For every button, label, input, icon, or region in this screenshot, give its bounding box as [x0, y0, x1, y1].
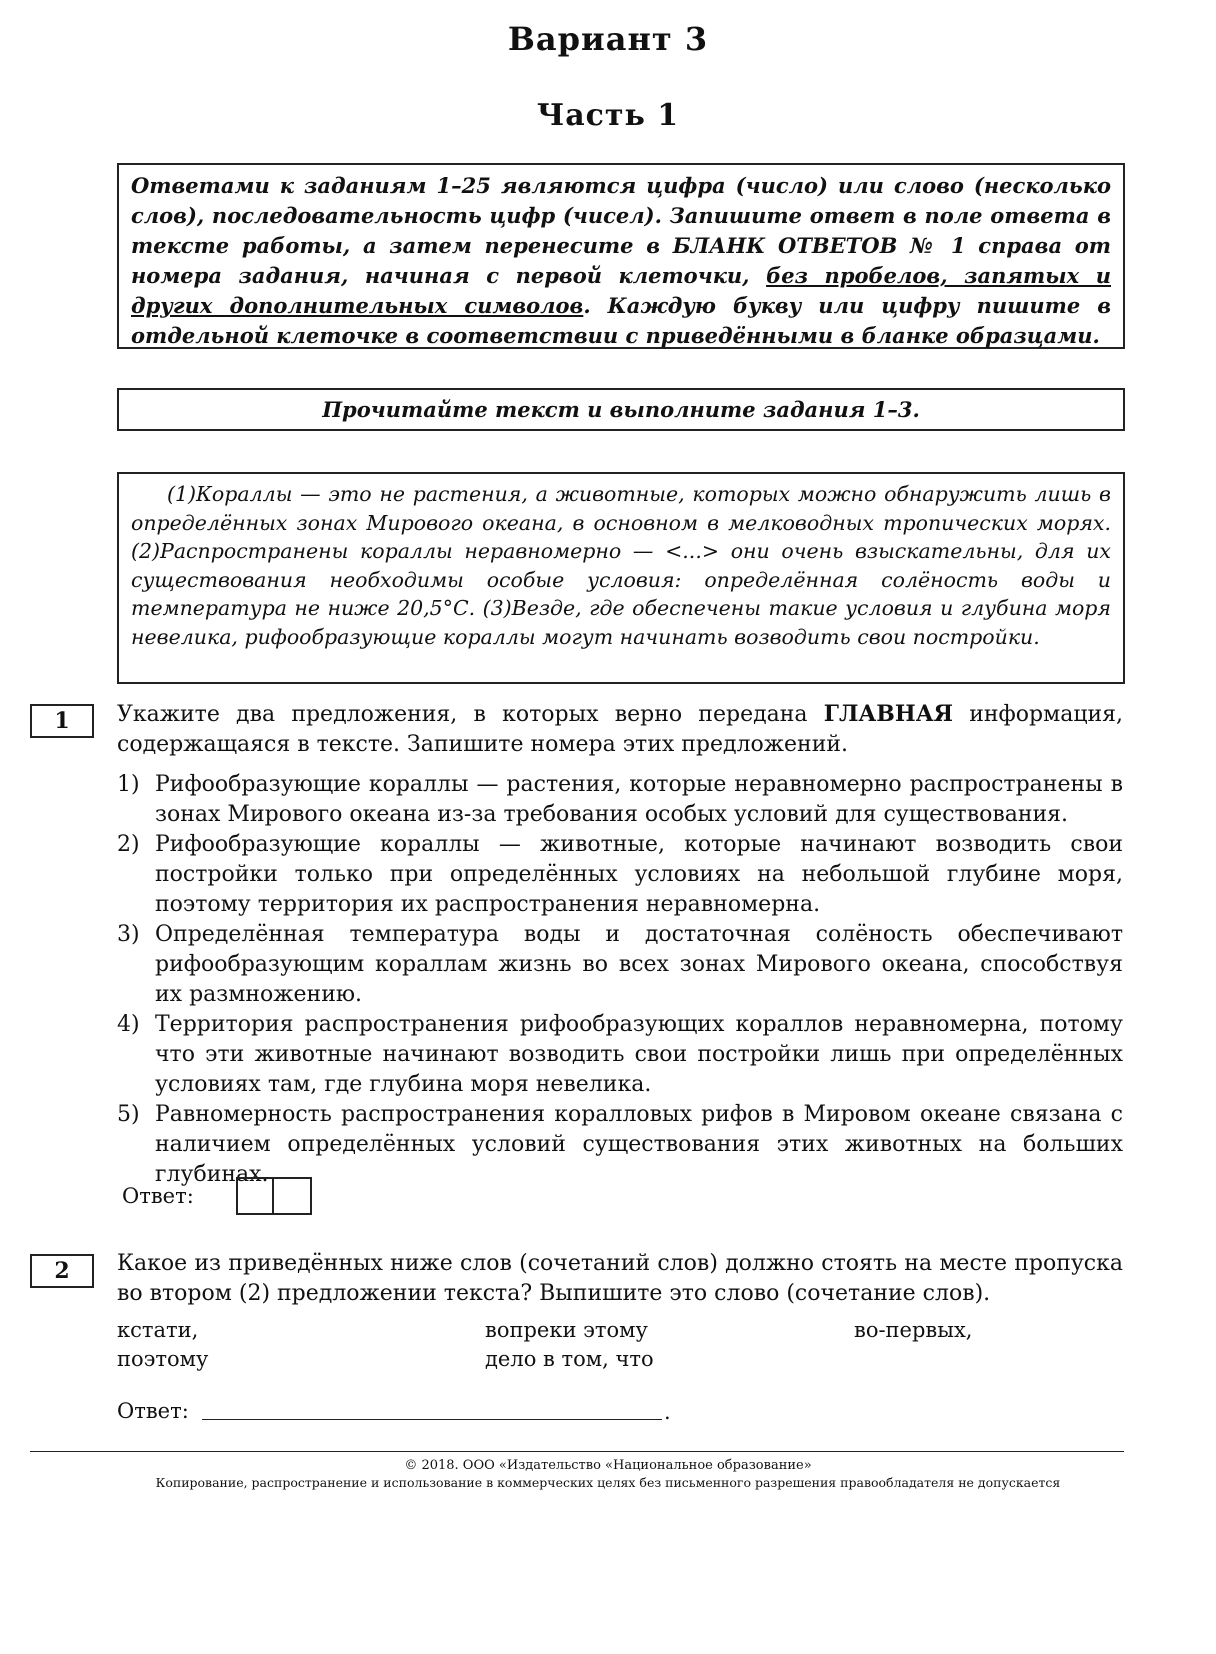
instructions-underlined: без пробелов, запятых и других дополнительных символов: [131, 263, 1111, 318]
word-option: вопреки этому: [485, 1318, 648, 1342]
question-2-answer-label: Ответ:: [117, 1399, 189, 1423]
reading-prompt: Прочитайте текст и выполните задания 1–3.: [322, 397, 920, 422]
passage-text: (1)Кораллы — это не растения, а животные, которых можно обнаружить лишь в определённых зонах Мирового океана, в основном в мелководных тропических морях. (2)Распространены кораллы неравномерно — <...> они очень взыскательны, для их существования необходимы особые условия: определённая солёность воды и температура не ниже 20,5°С. (3)Везде, где обеспечены такие условия и глубина моря невелика, рифообразующие кораллы могут начинать возводить свои постройки.: [131, 482, 1111, 649]
instructions-text: Ответами к заданиям 1–25 являются цифра (число) или слово (несколько слов), последовательность цифр (чисел). Запишите ответ в поле ответа в тексте работы, а затем перенесите в БЛАНК ОТВЕТОВ № 1 справа от номера задания, начиная с первой клеточки, без пробелов, запятых и других дополнительных символов. Каждую букву или цифру пишите в отдельной клеточке в соответствии с приведёнными в бланке образцами.: [131, 173, 1111, 348]
question-1-answer-cells[interactable]: [236, 1177, 312, 1215]
question-1-options: [117, 770, 1123, 1190]
word-option: кстати,: [117, 1318, 199, 1342]
question-1-prompt: Укажите два предложения, в которых верно передана ГЛАВНАЯ информация, содержащаяся в тексте. Запишите номера этих предложений.: [117, 701, 1124, 757]
question-2-answer-line[interactable]: [202, 1419, 662, 1420]
word-option: дело в том, что: [485, 1347, 654, 1371]
answer-cell[interactable]: [236, 1177, 274, 1215]
passage-box: [117, 472, 1125, 684]
footer-notice: Копирование, распространение и использование в коммерческих целях без письменного разрешения правообладателя не допускается: [155, 1475, 1061, 1490]
variant-title: Вариант 3: [507, 20, 709, 58]
instructions-box: [117, 163, 1125, 349]
option-3: 3) Определённая температура воды и достаточная солёность обеспечивают рифообразующим кораллам жизнь во всех зонах Мирового океана, способствуя их размножению.: [117, 922, 1123, 1007]
word-option: поэтому: [117, 1347, 209, 1371]
question-2-answer-end: .: [664, 1400, 671, 1424]
part-title: Часть 1: [536, 98, 680, 133]
footer-copyright: © 2018. ООО «Издательство «Национальное образование»: [404, 1458, 812, 1473]
question-1-number: 1: [30, 704, 94, 738]
option-2: 2) Рифообразующие кораллы — животные, которые начинают возводить свои постройки только при определённых условиях на небольшой глубине моря, поэтому территория их распространения неравномерна.: [117, 832, 1123, 917]
reading-prompt-box: [117, 388, 1125, 431]
question-1-answer-label: Ответ:: [122, 1184, 194, 1208]
question-2-prompt: Какое из приведённых ниже слов (сочетаний слов) должно стоять на месте пропуска во втором (2) предложении текста? Выпишите это слово (сочетание слов).: [117, 1251, 1123, 1306]
footer-divider: [30, 1451, 1124, 1452]
option-5: 5) Равномерность распространения коралловых рифов в Мировом океане связана с наличием определённых условий существования этих животных на больших глубинах.: [117, 1102, 1123, 1187]
option-4: 4) Территория распространения рифообразующих кораллов неравномерна, потому что эти животные начинают возводить свои постройки лишь при определённых условиях там, где глубина моря невелика.: [117, 1012, 1123, 1097]
word-option: во-первых,: [854, 1318, 973, 1342]
question-1: [117, 699, 1123, 1190]
answer-cell[interactable]: [274, 1177, 312, 1215]
question-2-number: 2: [30, 1254, 94, 1288]
option-1: 1) Рифообразующие кораллы — растения, которые неравномерно распространены в зонах Мирового океана из-за требования особых условий для существования.: [117, 772, 1123, 827]
